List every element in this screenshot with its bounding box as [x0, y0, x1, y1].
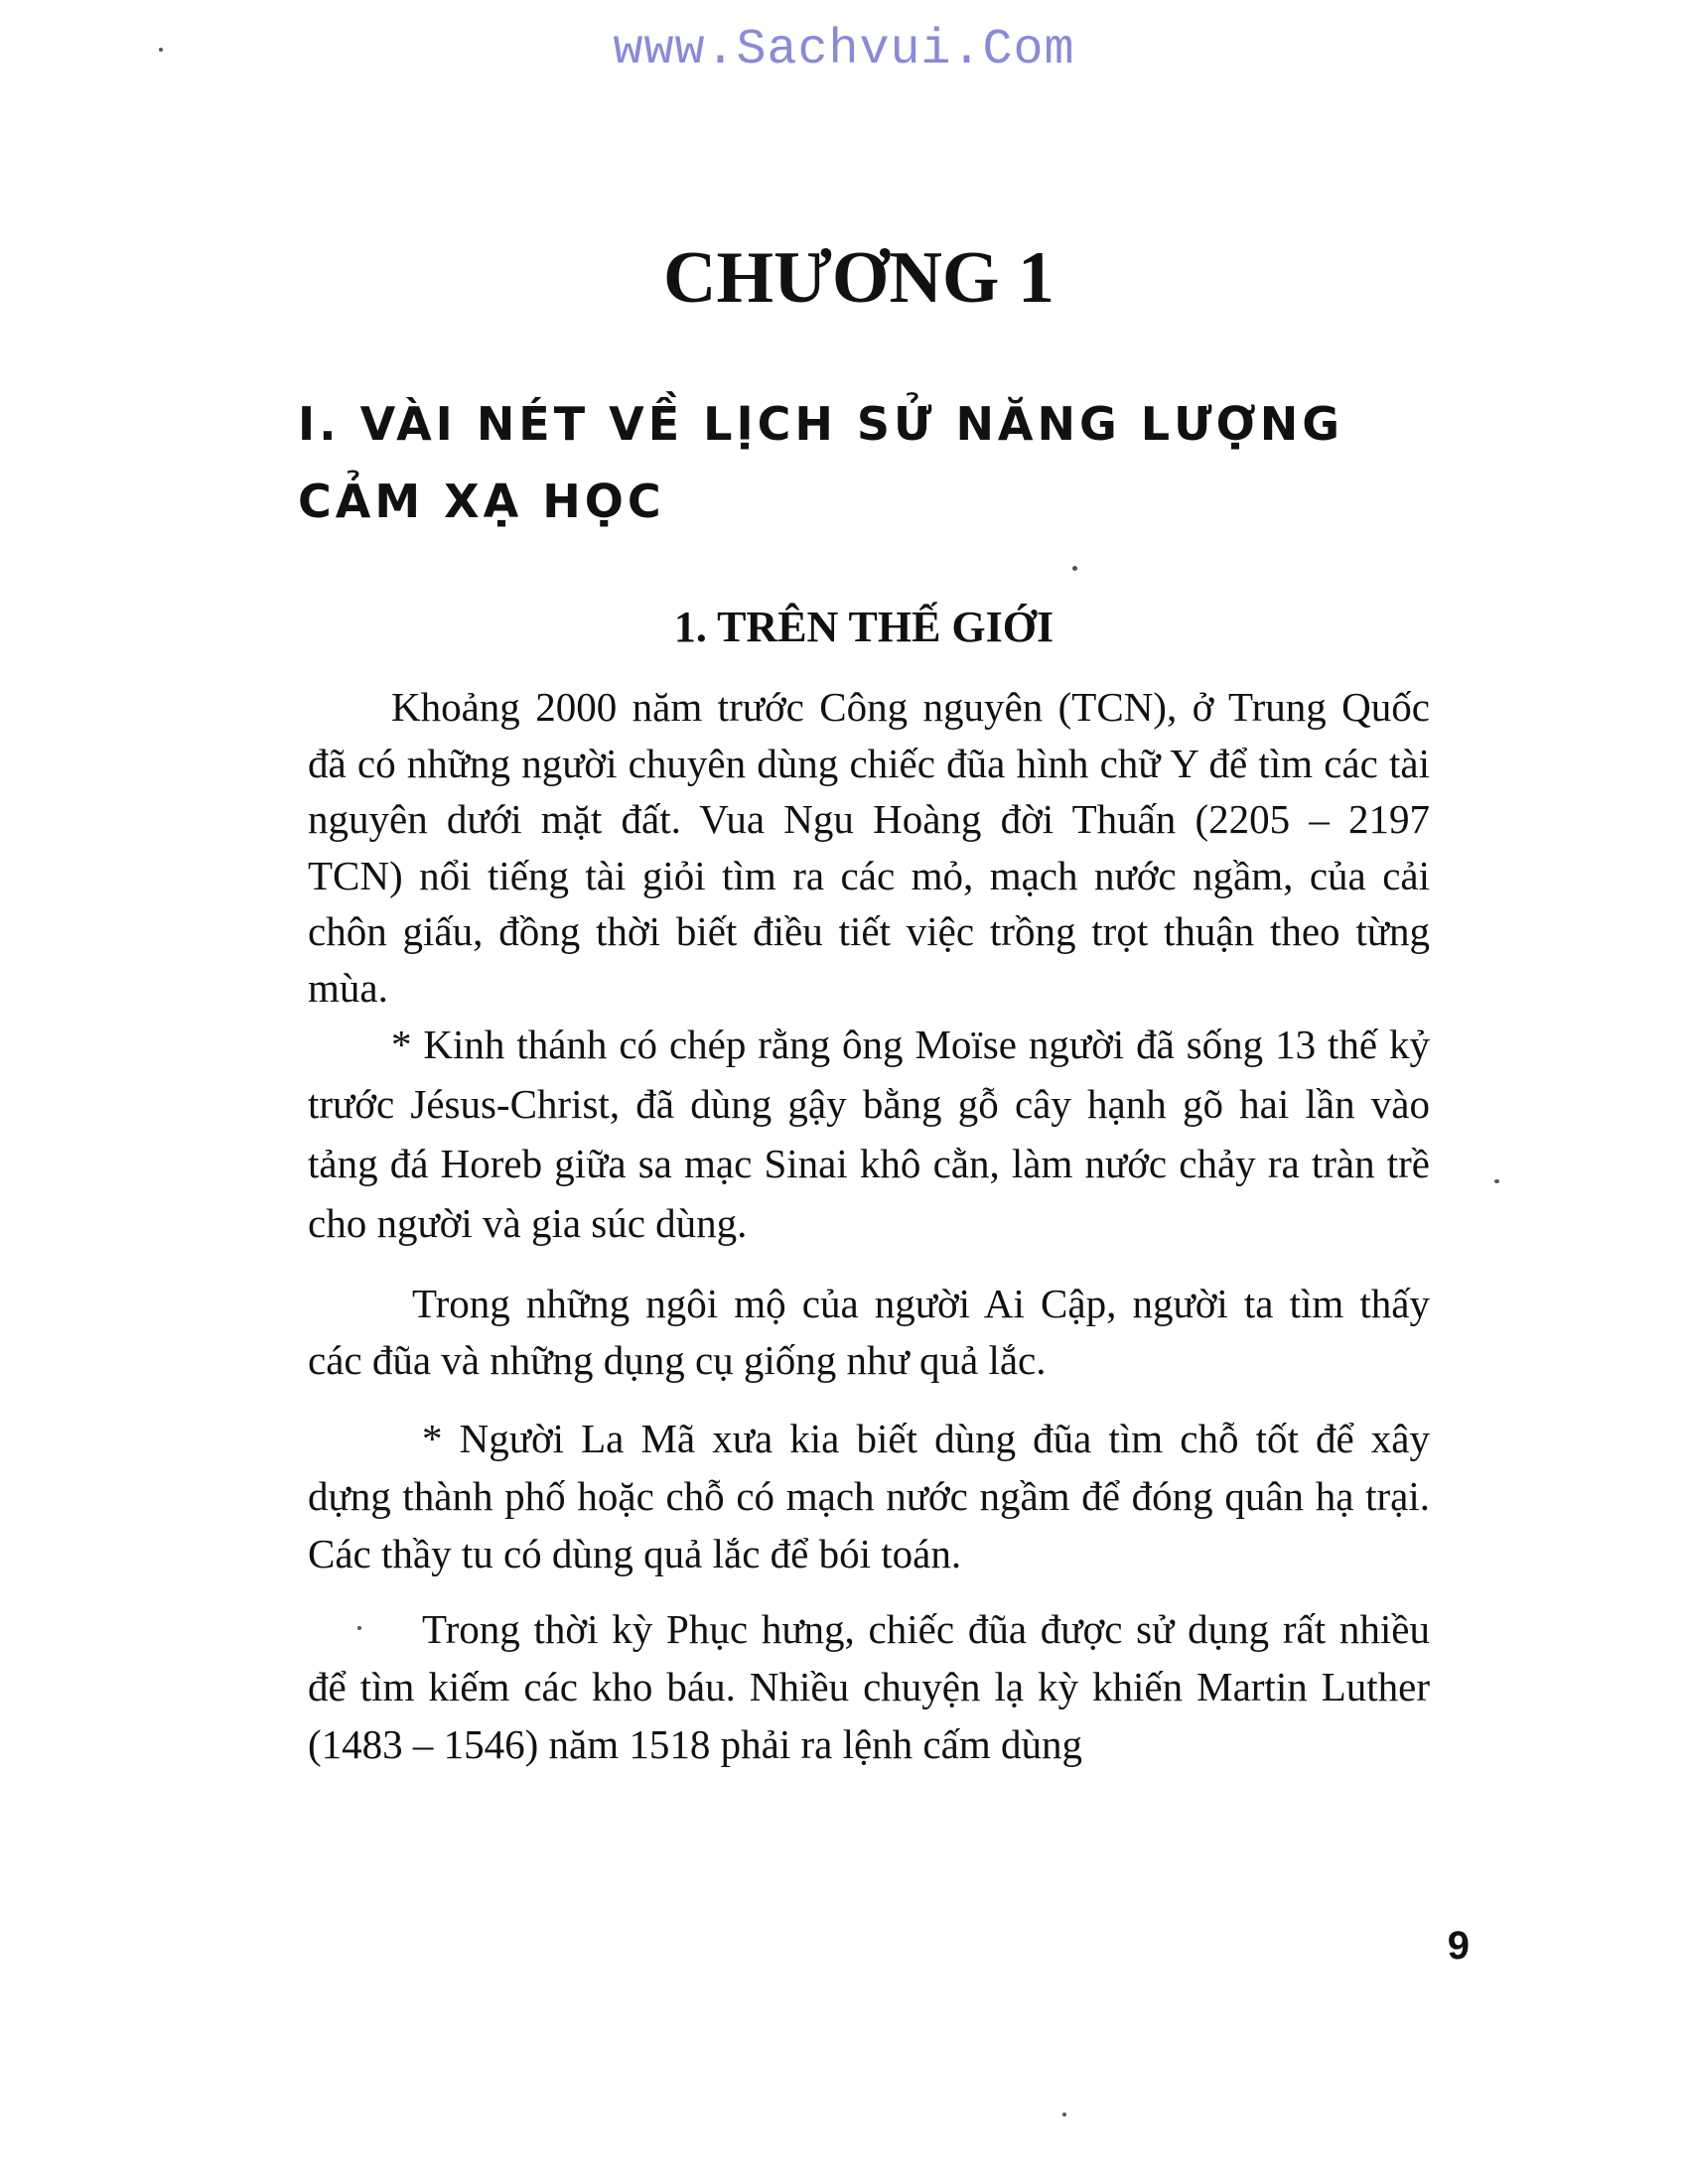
- scan-speck: [159, 48, 163, 52]
- scan-speck: [1494, 1179, 1499, 1183]
- subsection-title: 1. TRÊN THẾ GIỚI: [673, 603, 1055, 651]
- paragraph-2: * Kinh thánh có chép rằng ông Moïse người đã sống 13 thế kỷ trước Jésus-Christ, đã dùng gậy bằng gỗ cây hạnh gõ hai lần vào tảng đá Horeb giữa sa mạc Sinai khô cằn, làm nước chảy ra tràn trề cho người và gia súc dùng.: [308, 1022, 1430, 1246]
- chapter-title: CHƯƠNG 1: [663, 237, 1055, 319]
- scan-speck: [357, 1626, 361, 1630]
- section-title: I. VÀI NÉT VỀ LỊCH SỬ NĂNG LƯỢNG CẢM XẠ HỌC: [298, 397, 1343, 528]
- paragraph-1: Khoảng 2000 năm trước Công nguyên (TCN), ở Trung Quốc đã có những người chuyên dùng chiếc đũa hình chữ Y để tìm các tài nguyên dưới mặt đất. Vua Ngu Hoàng đời Thuấn (2205 – 2197 TCN) nổi tiếng tài giỏi tìm ra các mỏ, mạch nước ngầm, của cải chôn giấu, đồng thời biết điều tiết việc trồng trọt thuận theo từng mùa.: [308, 684, 1430, 1011]
- page-number: 9: [1447, 1924, 1470, 1968]
- paragraph-3: Trong những ngôi mộ của người Ai Cập, người ta tìm thấy các đũa và những dụng cụ giống như quả lắc.: [308, 1281, 1430, 1383]
- scan-speck: [1072, 566, 1077, 571]
- watermark: www.Sachvui.Com: [613, 22, 1075, 78]
- paragraph-5: Trong thời kỳ Phục hưng, chiếc đũa được sử dụng rất nhiều để tìm kiếm các kho báu. Nhiều chuyện lạ kỳ khiến Martin Luther (1483 – 1546) năm 1518 phải ra lệnh cấm dùng: [308, 1606, 1430, 1767]
- paragraph-4: * Người La Mã xưa kia biết dùng đũa tìm chỗ tốt để xây dựng thành phố hoặc chỗ có mạch nước ngầm để đóng quân hạ trại. Các thầy tu có dùng quả lắc để bói toán.: [308, 1416, 1430, 1576]
- scan-speck: [1062, 2113, 1066, 2116]
